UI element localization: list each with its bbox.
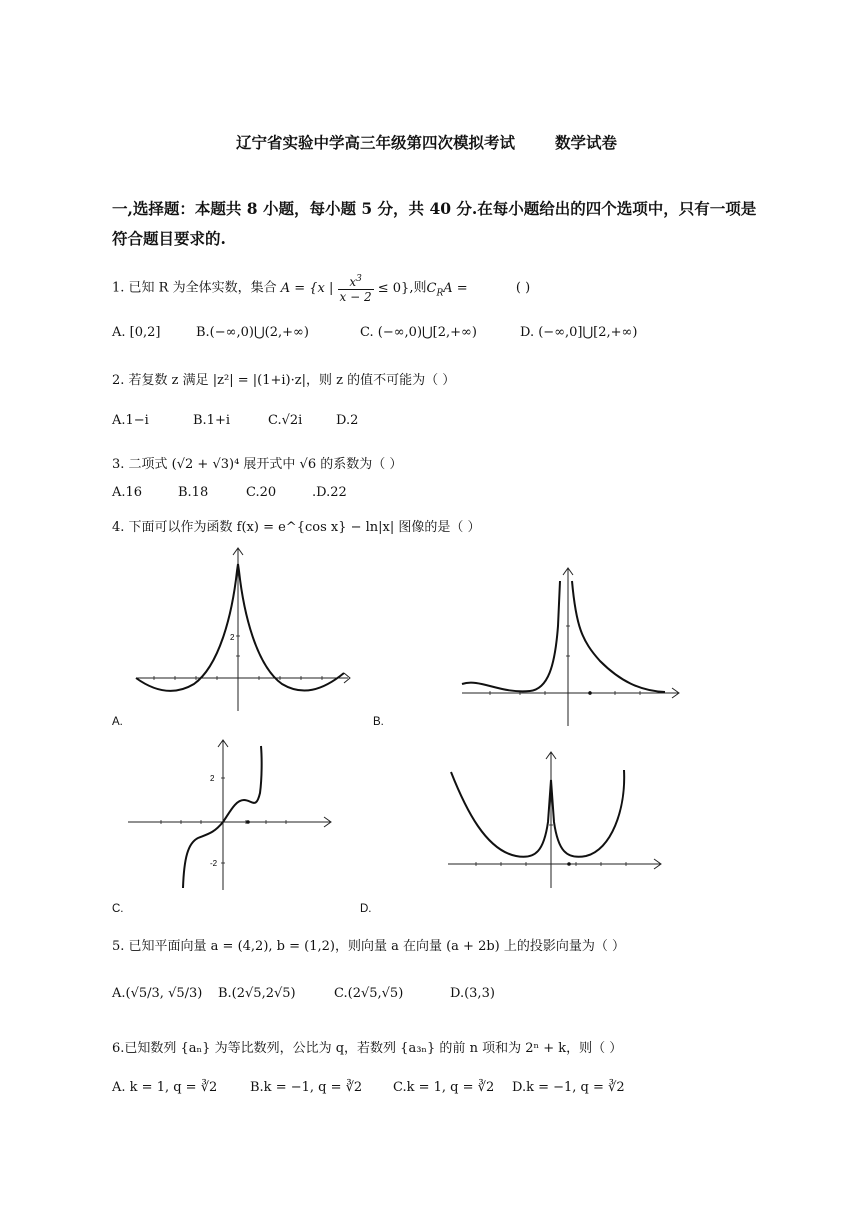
graph-c-tick-bottom: -2 xyxy=(210,859,218,868)
q5-option-c: C.(2√5,√5) xyxy=(334,986,404,1001)
q1-set-expression: A = {x | $\frac{x^3}{x - 2}$ ≤ 0} xyxy=(280,274,410,304)
section-heading: 一,选择题：本题共 8 小题，每小题 5 分，共 40 分.在每小题给出的四个选项中，只有一项是符合题目要求的. xyxy=(112,199,757,248)
graph-b-label: B. xyxy=(373,716,384,728)
q1-option-c: C. (−∞,0)⋃[2,+∞) xyxy=(360,325,477,340)
q1-option-b: B.(−∞,0)⋃(2,+∞) xyxy=(196,325,309,340)
q1-stem-prefix: 1. 已知 R 为全体实数，集合 xyxy=(112,280,277,296)
q1-option-d: D. (−∞,0]⋃[2,+∞) xyxy=(520,325,638,340)
graph-d-point xyxy=(567,862,571,866)
graph-c-label: C. xyxy=(112,903,124,915)
q2-option-b: B.1+i xyxy=(193,413,231,428)
graph-a-tick-label: 2 xyxy=(230,633,235,642)
graph-d-curve xyxy=(451,770,624,857)
q3-option-c: C.20 xyxy=(246,485,277,500)
graph-c-tick-top: 2 xyxy=(210,774,215,783)
q6-option-b: B.k = −1, q = ∛2 xyxy=(250,1080,363,1095)
graph-a-curve xyxy=(136,564,344,691)
q1-complement: $C_RA$ = xyxy=(426,280,468,299)
q5-option-d: D.(3,3) xyxy=(450,986,495,1001)
q2-option-d: D.2 xyxy=(336,413,359,428)
question-4-stem: 4. 下面可以作为函数 f(x) = e^{cos x} − ln|x| 图像的是（ ） xyxy=(112,520,481,535)
exam-title-text: 辽宁省实验中学高三年级第四次模拟考试 xyxy=(236,133,516,152)
q3-option-b: B.18 xyxy=(178,485,209,500)
question-1-stem xyxy=(112,272,530,304)
q2-option-c: C.√2i xyxy=(268,413,303,428)
graph-a xyxy=(134,546,354,714)
exam-title xyxy=(236,131,617,153)
question-2-stem: 2. 若复数 z 满足 |z²| = |(1+i)·z|，则 z 的值不可能为（ ） xyxy=(112,373,456,388)
q1-option-a: A. [0,2] xyxy=(112,325,161,340)
q1-stem-suffix: ,则 xyxy=(409,280,427,296)
q5-option-b: B.(2√5,2√5) xyxy=(218,986,296,1001)
q6-option-a: A. k = 1, q = ∛2 xyxy=(112,1080,218,1095)
graph-b xyxy=(460,566,685,730)
question-5-stem: 5. 已知平面向量 a = (4,2), b = (1,2)，则向量 a 在向量 (a + 2b) 上的投影向量为（ ） xyxy=(112,939,626,954)
graph-d-label: D. xyxy=(360,903,372,915)
graph-c-curve xyxy=(183,746,262,888)
graph-c-point xyxy=(246,820,250,824)
q6-option-d: D.k = −1, q = ∛2 xyxy=(512,1080,625,1095)
q3-option-a: A.16 xyxy=(112,485,143,500)
q2-option-a: A.1−i xyxy=(112,413,149,428)
q1-blank: ( ) xyxy=(515,280,531,296)
q3-option-d: .D.22 xyxy=(312,485,347,500)
exam-subject: 数学试卷 xyxy=(555,133,618,152)
graph-b-curve xyxy=(462,581,665,692)
q6-option-c: C.k = 1, q = ∛2 xyxy=(393,1080,495,1095)
q5-option-a: A.(√5/3, √5/3) xyxy=(112,986,203,1001)
graph-b-point xyxy=(588,691,592,695)
graph-c xyxy=(126,738,336,893)
question-3-stem: 3. 二项式 (√2 + √3)⁴ 展开式中 √6 的系数为（ ） xyxy=(112,457,403,472)
graph-a-label: A. xyxy=(112,716,123,728)
graph-d xyxy=(446,750,666,892)
question-6-stem: 6.已知数列 {aₙ} 为等比数列，公比为 q，若数列 {a₃ₙ} 的前 n 项和为 2ⁿ + k，则（ ） xyxy=(112,1041,623,1056)
